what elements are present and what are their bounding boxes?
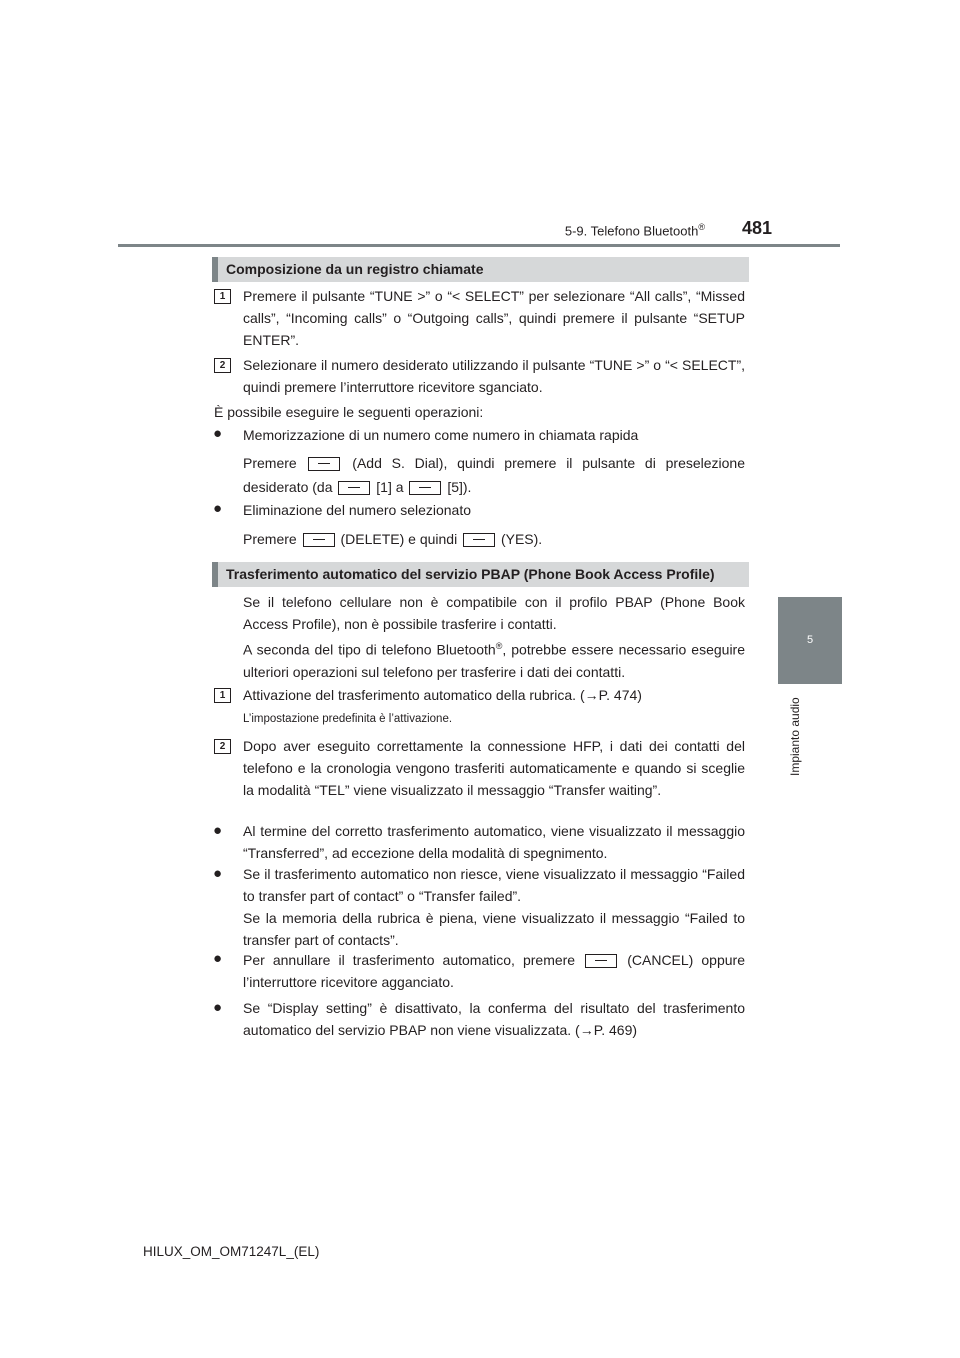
step-number: 2 [214,739,231,754]
button-icon [303,533,335,547]
bullet-icon: ● [213,500,223,517]
section-heading-call-log: Composizione da un registro chiamate [212,257,749,282]
bullet-text: Memorizzazione di un numero come numero in chiamata rapida [243,427,639,443]
step-text: Dopo aver eseguito correttamente la connessione HFP, i dati dei contatti del telefono e la cronologia vengono trasferiti automaticamente e quando si sceglie la modalità “TEL” viene visualizzato il messaggio “Transfer waiting”. [243,738,745,798]
registered-mark: ® [698,222,705,232]
bullet-text: Se “Display setting” è disattivato, la conferma del risultato del trasferimento automatico del servizio PBAP non viene visualizzata. (→P. 469) [243,1000,745,1038]
chapter-label: Impianto audio [788,697,802,777]
step-text: Premere il pulsante “TUNE >” o “< SELECT” per selezionare “All calls”, “Missed calls”, “Incoming calls” o “Outgoing calls”, quindi premere il pulsante “SETUP ENTER”. [243,288,745,348]
button-icon [308,457,340,471]
section-title: 5-9. Telefono Bluetooth® [564,222,705,239]
button-icon [463,533,495,547]
instruction-line: Premere (Add S. Dial), quindi premere il pulsante di preselezione [243,455,746,471]
step-text: Attivazione del trasferimento automatico della rubrica. (→P. 474) [243,687,642,703]
bullet-text: Al termine del corretto trasferimento automatico, viene visualizzato il messaggio “Transferred”, ad eccezione della modalità di spegnimento. [243,823,745,861]
page-number: 481 [742,218,773,238]
step-number: 1 [214,289,231,304]
paragraph: A seconda del tipo di telefono Bluetooth®, potrebbe essere necessario eseguire ulteriori operazioni sul telefono per trasferire i dati dei contatti. [243,641,745,680]
button-icon [338,481,370,495]
step-note: L’impostazione predefinita è l’attivazione. [243,713,453,725]
instruction-line: Premere (DELETE) e quindi (YES). [243,531,543,547]
bullet-text: Se il trasferimento automatico non riesce, viene visualizzato il messaggio “Failed to transfer part of contact” o “Transfer failed”. [243,866,745,904]
step-text: Selezionare il numero desiderato utilizzando il pulsante “TUNE >” o “< SELECT”, quindi premere l’interruttore ricevitore sganciato. [243,357,745,395]
bullet-icon: ● [213,999,223,1016]
section-heading-pbap: Trasferimento automatico del servizio PBAP (Phone Book Access Profile) [212,562,749,587]
bullet-icon: ● [213,865,223,882]
step-number: 1 [214,688,231,703]
button-icon [409,481,441,495]
bullet-icon: ● [213,425,223,442]
bullet-icon: ● [213,950,223,967]
document-code: HILUX_OM_OM71247L_(EL) [143,1244,320,1259]
instruction-line: desiderato (da [1] a [5]). [243,479,472,495]
paragraph: Se il telefono cellulare non è compatibile con il profilo PBAP (Phone Book Access Profile), non è possibile trasferire i contatti. [243,594,745,632]
chapter-tab[interactable]: 5 [778,597,842,684]
bullet-text: Se la memoria della rubrica è piena, viene visualizzato il messaggio “Failed to transfer part of contacts”. [243,910,745,948]
step-number: 2 [214,358,231,373]
button-icon [585,954,617,968]
bullet-icon: ● [213,822,223,839]
intro-text: È possibile eseguire le seguenti operazioni: [214,404,484,420]
bullet-text: Eliminazione del numero selezionato [243,502,472,518]
header-rule [118,244,840,247]
bullet-text: Per annullare il trasferimento automatico, premere (CANCEL) oppure l’interruttore ricevitore agganciato. [243,952,745,990]
